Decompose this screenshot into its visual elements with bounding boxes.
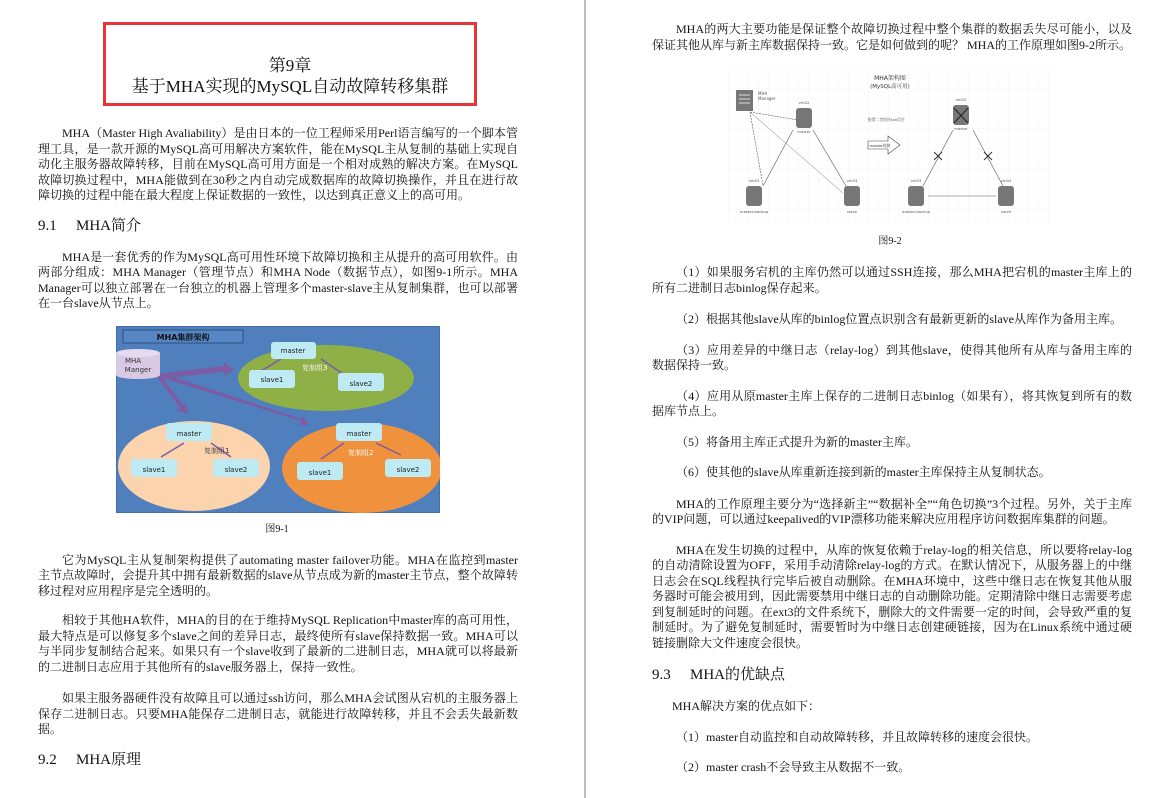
failover-arrow-label: master故障 [869, 143, 891, 148]
section-heading-9-3 [652, 665, 785, 685]
vm02-failed-master-db [953, 105, 969, 125]
section-title: MHA原理 [76, 751, 142, 768]
svg-text:master: master [797, 129, 811, 134]
chapter-title: 基于MHA实现的MySQL自动故障转移集群 [131, 77, 449, 96]
svg-text:vm04: vm04 [1000, 178, 1012, 183]
chapter-title-box [103, 22, 477, 106]
svg-text:master-backup: master-backup [739, 209, 769, 214]
vm04-new-slave-db [998, 186, 1014, 206]
svg-text:vm02: vm02 [955, 97, 967, 102]
svg-text:slave2: slave2 [224, 465, 248, 474]
manager-label-line2: Manger [124, 365, 152, 374]
svg-text:slave1: slave1 [308, 468, 332, 477]
figure-2-caption: 图9-2 [878, 236, 902, 247]
figure-title: MHA集群架构 [156, 332, 210, 342]
step-1: （1）如果服务宕机的主库仍然可以通过SSH连接，那么MHA把宕机的master主库上的所有二进制日志binlog保存起来。 [652, 265, 1132, 295]
step-5: （5）将备用主库正式提升为新的master主库。 [676, 434, 918, 449]
svg-text:master: master [954, 126, 968, 131]
svg-text:slave: slave [1001, 209, 1011, 214]
chapter-number: 第9章 [268, 56, 312, 75]
section-number: 9.3 [652, 667, 671, 683]
g3-master-node [271, 342, 316, 359]
svg-text:vm03: vm03 [910, 178, 922, 183]
vm04-slave-db [844, 186, 860, 206]
svg-text:master: master [176, 429, 202, 438]
process-paragraph: MHA的工作原理主要分为“选择新主”“数据补全”“角色切换”3个过程。另外，关于主库的VIP问题，可以通过keepalived的VIP漂移功能来解决应用程序访问数据库集群的问题。 [652, 496, 1132, 526]
svg-text:master-backup: master-backup [901, 209, 931, 214]
vm02-master-db [796, 108, 812, 128]
section-title: MHA简介 [76, 217, 142, 234]
section-number: 9.2 [38, 751, 57, 768]
failover-paragraph: 它为MySQL主从复制架构提供了automating master failover功能。MHA在监控到master主节点故障时，会提升其中拥有最新数据的slave从节点成为新的master主节点，整个故障转移过程对应用程序是完全透明的。 [38, 552, 518, 598]
figure2-title: MHA架构图 [874, 75, 906, 82]
vm03-master-backup-db [746, 186, 762, 206]
manager-label-line2: Manager [758, 96, 776, 101]
step-4: （4）应用从原master主库上保存的二进制日志binlog（如果有），将其恢复到所有的数据库节点上。 [652, 388, 1132, 418]
group-3-label: 复制组3 [302, 363, 328, 372]
g3-slave2-node [338, 373, 384, 391]
manager-label-line1: MHA [758, 91, 768, 96]
manager-label-line1: MHA [124, 356, 142, 365]
section-title: MHA的优缺点 [690, 667, 786, 683]
vm03-new-master-db [908, 186, 924, 206]
intro-paragraph: MHA（Master High Avaliability）是由日本的一位工程师采用Perl语言编写的一个脚本管理工具，是一款开源的MySQL高可用解决方案软件，能在MySQL主从复制的基础上实现自动化主服务器故障转移，目前在MySQL高可用方面是一个相对成熟的解决方案。在MySQL故障切换过程中，MHA能做到在30秒之内自动完成数据库的故障切换操作，并且在进行故障切换的过程中能在最大程度上保证数据的一致性，以达到真正意义上的高可用。 [38, 126, 518, 202]
mha-manager-node [116, 349, 160, 379]
ssh-trust-note: 配置二者间的ssh信任 [868, 117, 905, 122]
step-3: （3）应用差异的中继日志（relay-log）到其他slave，使得其他所有从库与备用主库的数据保持一致。 [652, 342, 1132, 372]
g2-slave2-node [385, 459, 431, 477]
svg-text:master: master [280, 346, 306, 355]
section-heading-9-2 [38, 750, 141, 770]
advantages-intro: MHA解决方案的优点如下： [672, 699, 821, 713]
mha-intro-paragraph: MHA是一套优秀的作为MySQL高可用性环境下故障切换和主从提升的高可用软件。由两部分组成：MHA Manager（管理节点）和MHA Node（数据节点），如图9-1所示。MHA Manager可以独立部署在一台独立的机器上管理多个master-slave主从复制集群，也可以部署在一台slave从节点上。 [38, 249, 518, 310]
step-6: （6）使其他的slave从库重新连接到新的master主库保持主从复制状态。 [676, 465, 1051, 479]
svg-text:slave: slave [847, 209, 857, 214]
svg-text:slave1: slave1 [142, 465, 166, 474]
svg-text:slave1: slave1 [260, 375, 284, 384]
right-page [586, 0, 1168, 798]
comparison-paragraph: 相较于其他HA软件，MHA的目的在于维持MySQL Replication中master库的高可用性，最大特点是可以修复多个slave之间的差异日志，最终使所有slave保持数据一致。MHA可以与半同步复制结合起来。如果只有一个slave收到了最新的二进制日志，MHA就可以将最新的二进制日志应用于其他所有的slave服务器上，保持一致性。 [38, 613, 518, 674]
advantage-1: （1）master自动监控和自动故障转移，并且故障转移的速度会很快。 [676, 729, 1038, 744]
section-heading-9-1 [38, 216, 141, 236]
svg-text:slave2: slave2 [349, 379, 373, 388]
svg-text:master: master [346, 429, 372, 438]
g1-slave1-node [131, 459, 177, 477]
svg-text:slave2: slave2 [396, 465, 420, 474]
g3-slave1-node [249, 370, 295, 388]
g1-slave2-node [213, 459, 259, 477]
svg-text:vm03: vm03 [748, 178, 760, 183]
g2-slave1-node [297, 462, 343, 480]
g1-master-node [166, 423, 212, 441]
manager-server-icon [736, 90, 753, 111]
figure-mha-failover-diagram [728, 68, 1053, 223]
advantage-2: （2）master crash不会导致主从数据不一致。 [676, 760, 911, 774]
svg-text:vm04: vm04 [846, 178, 858, 183]
binlog-paragraph: 如果主服务器硬件没有故障且可以通过ssh访问，那么MHA会试图从宕机的主服务器上保存二进制日志。只要MHA能保存二进制日志，就能进行故障转移，并且不会丢失最新数据。 [38, 691, 518, 736]
figure2-subtitle: (MySQL高可用) [870, 84, 910, 90]
group-2-label: 复制组2 [348, 448, 374, 457]
principle-intro-paragraph: MHA的两大主要功能是保证整个故障切换过程中整个集群的数据丢失尽可能小，以及保证其他从库与新主库数据保持一致。它是如何做到的呢？ MHA的工作原理如图9-2所示。 [652, 22, 1132, 52]
figure-1-caption: 图9-1 [265, 523, 289, 535]
section-number: 9.1 [38, 217, 57, 234]
g2-master-node [336, 423, 382, 441]
figure-mha-cluster-architecture [116, 326, 440, 513]
step-2: （2）根据其他slave从库的binlog位置点识别含有最新更新的slave从库作为备用主库。 [676, 312, 1122, 326]
relay-log-paragraph: MHA在发生切换的过程中，从库的恢复依赖于relay-log的相关信息，所以要将relay-log的自动清除设置为OFF，采用手动清除relay-log的方式。在默认情况下，从服务器上的中继日志会在SQL线程执行完毕后被自动删除。在MHA环境中，这些中继日志在恢复其他从服务器时可能会被用到，因此需要禁用中继日志的自动删除功能。定期清除中继日志需要考虑到复制延时的问题。在ext3的文件系统下，删除大的文件需要一定的时间，会导致严重的复制延时。为了避免复制延时，需要暂时为中继日志创建硬链接，因为在Linux系统中通过硬链接删除大文件速度会很快。 [652, 542, 1133, 650]
svg-text:vm02: vm02 [798, 100, 810, 105]
group-1-label: 复制组1 [204, 446, 230, 455]
